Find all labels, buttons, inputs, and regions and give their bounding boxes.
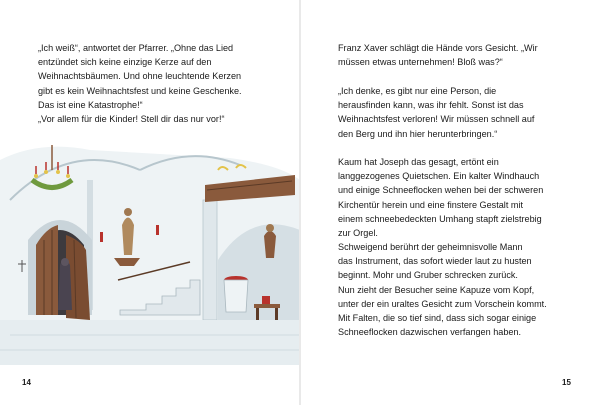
church-illustration — [0, 140, 300, 365]
right-paragraph-3: Kaum hat Joseph das gesagt, ertönt ein langgezogenes Quietschen. Ein kalter Windhauch und einige Schneeflocken wehen bei der schweren Kirchentür herein und eine finstere Gestalt mit einem schneebedeckten Umhang stapft zielstrebig zur Orgel. — [338, 157, 544, 239]
church-door — [28, 220, 92, 320]
right-paragraph-4: Schweigend berührt der geheimnisvolle Mann das Instrument, das sofort wieder laut zu husten beginnt. Mohr und Gruber schrecken zurück. Nun zieht der Besucher seine Kapuze vom Kopf, unter der ein uraltes Gesicht zum Vorschein kommt. Mit Falten, die so tief sind, dass sich sogar einige Schneeflocken dazwischen verfangen haben. — [338, 242, 547, 338]
baptismal-font — [224, 276, 248, 312]
page-number-left: 14 — [22, 378, 31, 387]
page-number-right: 15 — [562, 378, 571, 387]
left-paragraph: „Ich weiß“, antwortet der Pfarrer. „Ohne das Lied entzündet sich keine einzige Kerze auf den Weihnachtsbäumen. Und ohne leuchtende Kerzen gibt es kein Weihnachtsfest und keine Geschenke. Das ist eine Katastrophe!“ „Vor allem für die Kinder! Stell dir das nur vor!“ — [38, 43, 242, 125]
right-paragraph-2: „Ich denke, es gibt nur eine Person, die herausfinden kann, was ihr fehlt. Sonst ist das Weihnachtsfest verloren! Wir müssen schnell auf den Berg und ihn hier herunterbringen.“ — [338, 86, 535, 139]
right-paragraph-1: Franz Xaver schlägt die Hände vors Gesicht. „Wir müssen etwas unternehmen! Bloß was?“ — [338, 43, 538, 68]
